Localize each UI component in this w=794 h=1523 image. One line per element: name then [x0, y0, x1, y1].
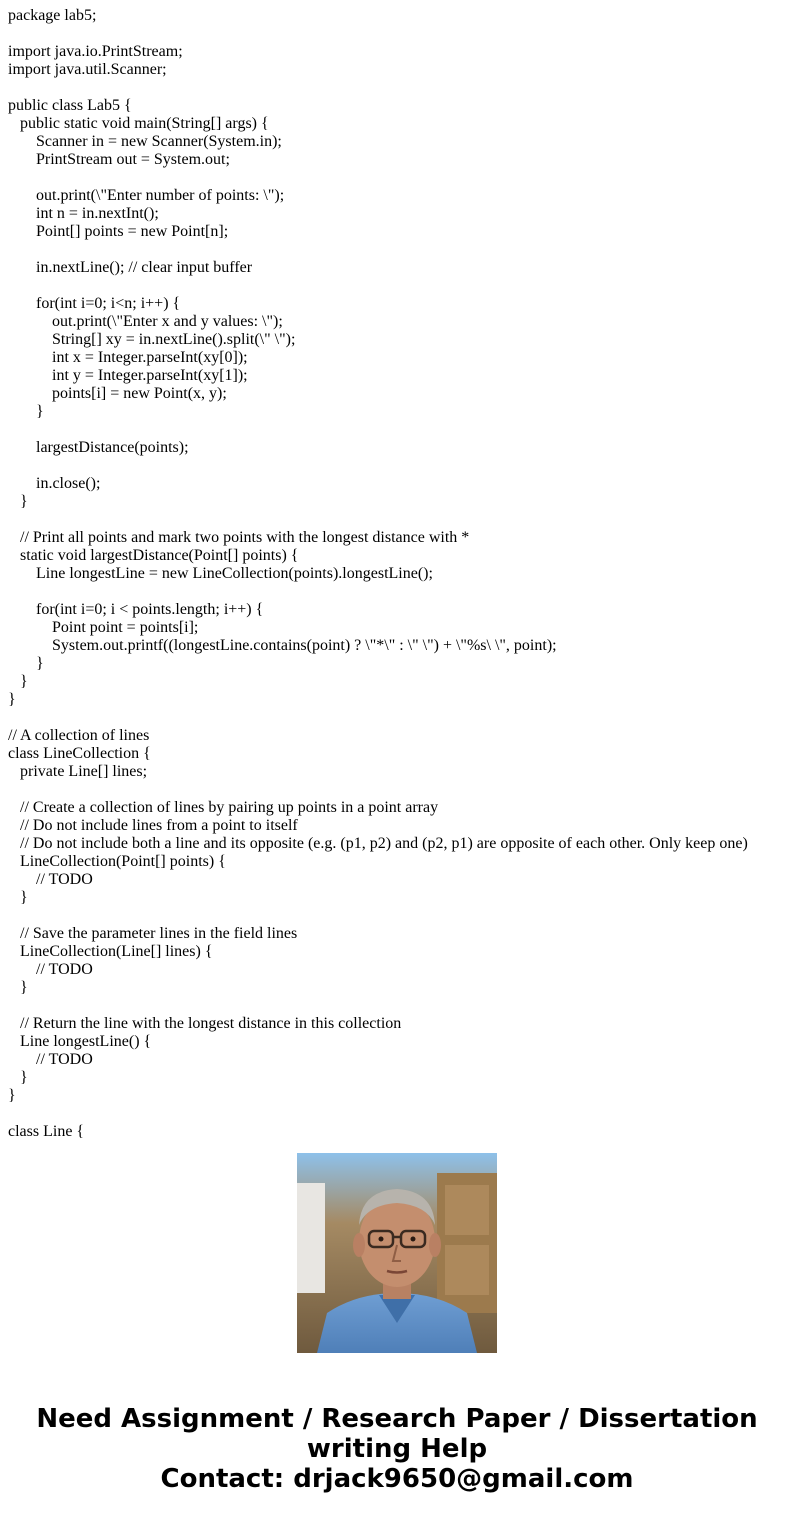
code-line: LineCollection(Point[] points) { [8, 853, 226, 870]
code-line: String[] xy = in.nextLine().split(\" \"); [8, 331, 296, 348]
code-line [8, 511, 788, 529]
code-line [8, 457, 788, 475]
code-line: import java.util.Scanner; [8, 61, 167, 78]
code-line: points[i] = new Point(x, y); [8, 385, 227, 402]
code-line [8, 277, 788, 295]
code-line: // TODO [8, 961, 93, 978]
code-line: // Create a collection of lines by pairing up points in a point array [8, 799, 439, 816]
code-line: PrintStream out = System.out; [8, 151, 230, 168]
code-line [8, 997, 788, 1015]
avatar [297, 1153, 497, 1353]
code-line: Line longestLine() { [8, 1033, 152, 1050]
code-line [8, 25, 788, 43]
code-line: } [8, 691, 16, 708]
code-line [8, 781, 788, 799]
code-line [8, 709, 788, 727]
code-line: // Do not include both a line and its opposite (e.g. (p1, p2) and (p2, p1) are opposite of each other. Only keep one) [8, 835, 748, 852]
code-line: // Do not include lines from a point to itself [8, 817, 298, 834]
code-line: int y = Integer.parseInt(xy[1]); [8, 367, 248, 384]
code-line: import java.io.PrintStream; [8, 43, 183, 60]
code-line: // Print all points and mark two points with the longest distance with * [8, 529, 470, 546]
code-listing [8, 7, 788, 1140]
code-line: // TODO [8, 871, 93, 888]
code-line: private Line[] lines; [8, 763, 148, 780]
code-line: in.close(); [8, 475, 101, 492]
code-line: } [8, 979, 28, 996]
code-line [8, 169, 788, 187]
code-line: for(int i=0; i < points.length; i++) { [8, 601, 264, 618]
code-line: LineCollection(Line[] lines) { [8, 943, 213, 960]
code-line: } [8, 1087, 16, 1104]
code-line: int n = in.nextInt(); [8, 205, 159, 222]
code-line: // Save the parameter lines in the field lines [8, 925, 298, 942]
code-line: } [8, 655, 44, 672]
promo-line-1: Need Assignment / Research Paper / Dissertation [36, 1404, 758, 1434]
code-line: } [8, 889, 28, 906]
code-line: Point[] points = new Point[n]; [8, 223, 229, 240]
code-line: } [8, 673, 28, 690]
promo-contact: Contact: drjack9650@gmail.com [160, 1464, 634, 1494]
code-line: Point point = points[i]; [8, 619, 199, 636]
code-line [8, 583, 788, 601]
code-line: Scanner in = new Scanner(System.in); [8, 133, 282, 150]
code-line: for(int i=0; i<n; i++) { [8, 295, 181, 312]
code-line: Line longestLine = new LineCollection(points).longestLine(); [8, 565, 433, 582]
code-line: largestDistance(points); [8, 439, 189, 456]
code-line: // Return the line with the longest distance in this collection [8, 1015, 402, 1032]
code-line: System.out.printf((longestLine.contains(point) ? \"*\" : \" \") + \"%s\ \", point); [8, 637, 557, 654]
code-line: public static void main(String[] args) { [8, 115, 269, 132]
code-line: static void largestDistance(Point[] points) { [8, 547, 299, 564]
code-line [8, 421, 788, 439]
code-line: class LineCollection { [8, 745, 151, 762]
code-line: class Line { [8, 1123, 85, 1140]
promo-banner [0, 1404, 794, 1494]
code-line: // A collection of lines [8, 727, 150, 744]
code-line: } [8, 403, 44, 420]
code-line [8, 1105, 788, 1123]
code-line: } [8, 493, 28, 510]
code-line: out.print(\"Enter number of points: \"); [8, 187, 285, 204]
person-photo [297, 1153, 497, 1353]
code-line: int x = Integer.parseInt(xy[0]); [8, 349, 248, 366]
code-line: public class Lab5 { [8, 97, 132, 114]
code-line: out.print(\"Enter x and y values: \"); [8, 313, 283, 330]
code-line [8, 79, 788, 97]
code-line [8, 907, 788, 925]
code-line: in.nextLine(); // clear input buffer [8, 259, 253, 276]
code-line [8, 241, 788, 259]
code-line: package lab5; [8, 7, 97, 24]
code-line: } [8, 1069, 28, 1086]
code-line: // TODO [8, 1051, 93, 1068]
promo-line-2: writing Help [306, 1434, 488, 1464]
